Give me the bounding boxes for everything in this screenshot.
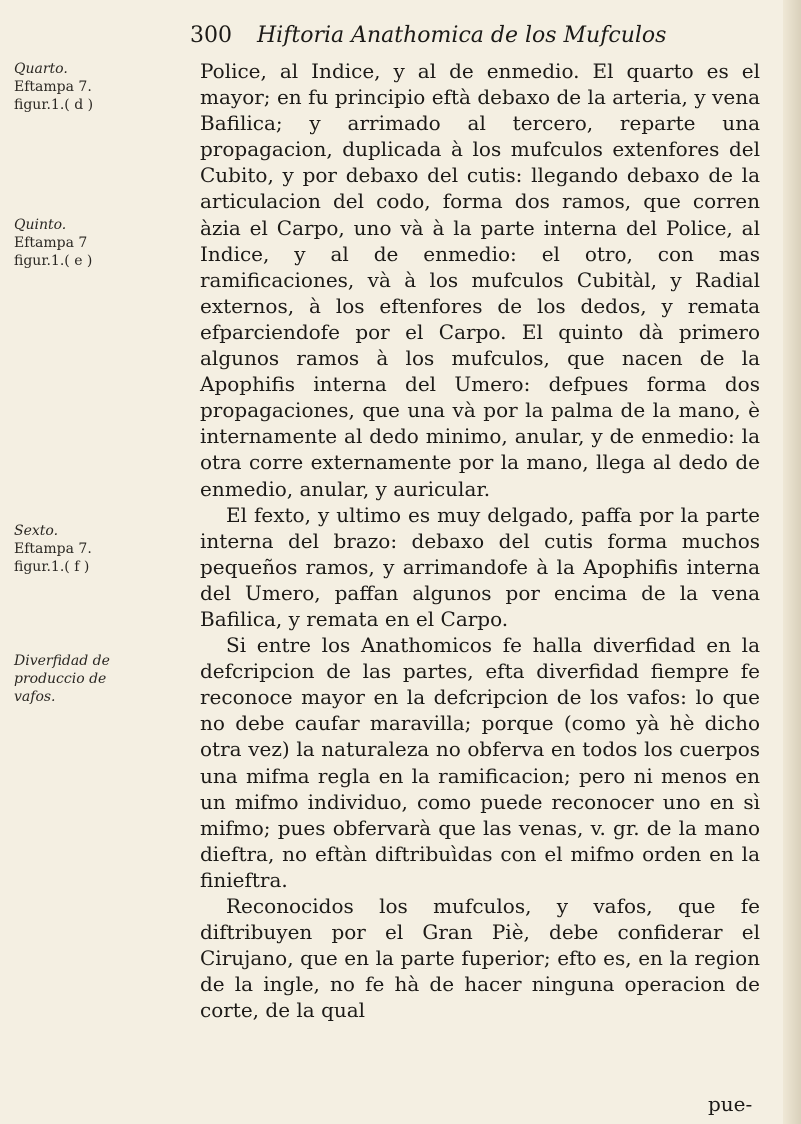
page-number: 300 <box>190 23 232 48</box>
margin-note-quinto <box>14 216 114 270</box>
page-edge <box>783 0 801 1124</box>
margin-note-sexto <box>14 522 114 576</box>
margin-note-heading: Quarto. <box>14 61 68 77</box>
margin-note-text: Eftampa 7. figur.1.( f ) <box>14 541 92 575</box>
running-header <box>190 22 730 50</box>
running-title: Hiftoria Anathomica de los Mufculos <box>257 23 667 48</box>
margin-note-text: Eftampa 7 figur.1.( e ) <box>14 235 93 269</box>
margin-note-text: Eftampa 7. figur.1.( d ) <box>14 79 94 113</box>
catchword: pue- <box>708 1092 753 1116</box>
margin-note-quarto <box>14 60 114 114</box>
margin-note-heading: Quinto. <box>14 217 67 233</box>
margin-note-heading: Sexto. <box>14 523 59 539</box>
body-text <box>200 58 760 1023</box>
margin-note-heading: Diverfidad de produccio de vafos. <box>14 653 110 705</box>
paragraph-4: Reconocidos los mufculos, y vafos, que fe diftribuyen por el Gran Piè, debe confiderar el Cirujano, que en la parte fuperior; efto es, en la region de la ingle, no fe hà de hacer ninguna operacion de corte, de la qual <box>200 894 760 1023</box>
paragraph-2: El fexto, y ultimo es muy delgado, paffa por la parte interna del brazo: debaxo del cutis forma muchos pequeños ramos, y arrimandofe à la Apophifis interna del Umero, paffan algunos por encima de la vena Bafilica, y remata en el Carpo. <box>200 502 760 631</box>
margin-note-diversidad <box>14 652 114 706</box>
paragraph-1: Police, al Indice, y al de enmedio. El quarto es el mayor; en fu principio eftà debaxo de la arteria, y vena Bafilica; y arrimado al tercero, reparte una propagacion, duplicada à los mufculos extenfores del Cubito, y por debaxo del cutis: llegando debaxo de la articulacion del codo, forma dos ramos, que corren àzia el Carpo, uno và à la parte interna del Police, al Indice, y al de enmedio: el otro, con mas ramificaciones, và à los mufculos Cubitàl, y Radial externos, à los eftenfores de los dedos, y remata efparciendofe por el Carpo. El quinto dà primero algunos ramos à los mufculos, que nacen de la Apophifis interna del Umero: defpues forma dos propagaciones, que una và por la palma de la mano, è internamente al dedo minimo, anular, y de enmedio: la otra corre externamente por la mano, llega al dedo de enmedio, anular, y auricular. <box>200 59 760 501</box>
paragraph-3: Si entre los Anathomicos fe halla diverfidad en la defcripcion de las partes, efta diverfidad fiempre fe reconoce mayor en la defcripcion de los vafos: lo que no debe caufar maravilla; porque (como yà hè dicho otra vez) la naturaleza no obferva en todos los cuerpos una mifma regla en la ramificacion; pero ni menos en un mifmo individuo, como puede reconocer uno en sì mifmo; pues obfervarà que las venas, v. gr. de la mano dieftra, no eftàn diftribuìdas con el mifmo orden en la finieftra. <box>200 633 760 892</box>
